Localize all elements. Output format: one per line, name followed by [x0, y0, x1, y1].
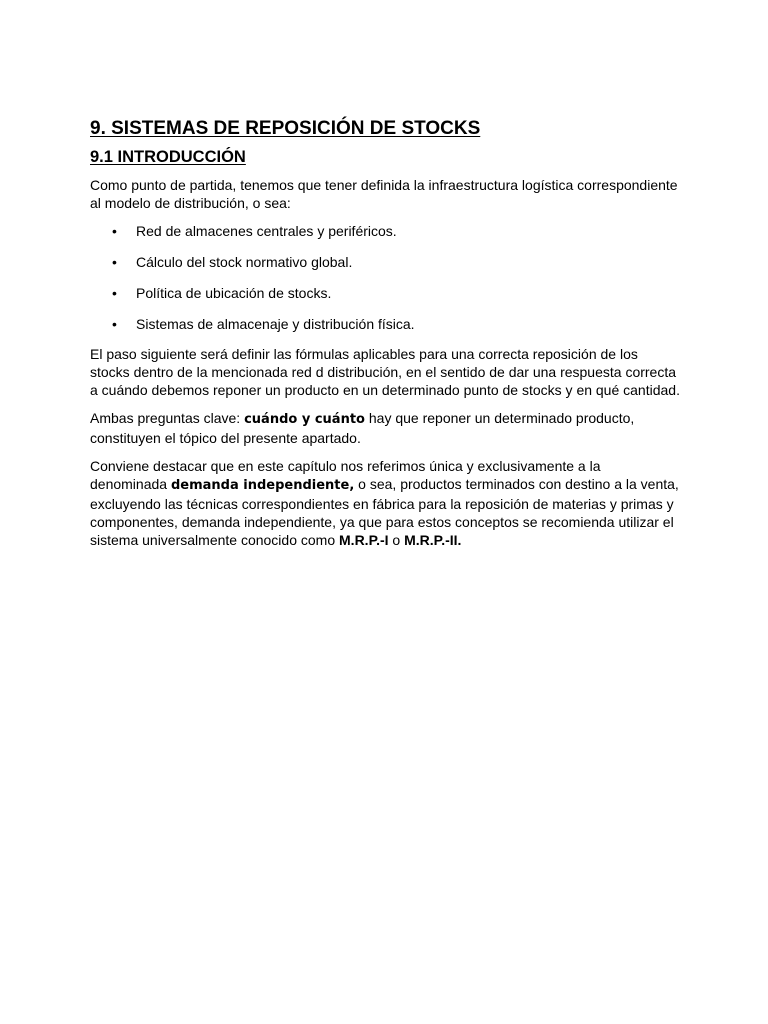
chapter-title: 9. SISTEMAS DE REPOSICIÓN DE STOCKS — [90, 118, 481, 139]
intro-paragraph: Como punto de partida, tenemos que tener definida la infraestructura logística correspondiente al modelo de distribución, o sea: — [90, 177, 678, 211]
list-item — [90, 315, 680, 333]
list-item — [90, 253, 680, 271]
text-segment: o sea, productos terminados con destino a la venta, excluyendo las técnicas correspondientes en fábrica para la reposición de materias y primas y componentes, demanda independiente, ya que para estos conceptos se recomienda utilizar el sistema universalmente conocido como — [90, 476, 679, 548]
text-segment: Ambas preguntas clave: — [90, 410, 245, 426]
bullet-icon: • — [112, 316, 117, 332]
list-item — [90, 284, 680, 302]
text-segment: o — [388, 532, 405, 548]
bullet-icon: • — [112, 285, 117, 301]
paragraph-next-step: El paso siguiente será definir las fórmulas aplicables para una correcta reposición de los stocks dentro de la mencionada red d distribución, en el sentido de dar una respuesta correcta a cuándo debemos reponer un producto en un determinado punto de stocks y en qué cantidad. — [90, 346, 680, 398]
list-item-text: Cálculo del stock normativo global. — [136, 254, 353, 270]
text-segment: hay que reponer un determinado producto, constituyen el tópico del presente apartado. — [90, 410, 635, 446]
bullet-icon: • — [112, 254, 117, 270]
list-item — [90, 222, 680, 240]
bullet-icon: • — [112, 223, 117, 239]
bold-term: M.R.P.-II. — [404, 532, 462, 548]
list-item-text: Sistemas de almacenaje y distribución física. — [136, 316, 415, 332]
bullet-list — [90, 222, 680, 333]
section-title: 9.1 INTRODUCCIÓN — [90, 148, 246, 166]
text-segment: Conviene destacar que en este capítulo nos referimos única y exclusivamente a la denominada — [90, 458, 601, 492]
list-item-text: Red de almacenes centrales y periféricos. — [136, 223, 397, 239]
paragraph-key-questions — [90, 409, 680, 447]
bold-term: demanda independiente, — [170, 478, 355, 493]
list-item-text: Política de ubicación de stocks. — [136, 285, 332, 301]
bold-term: cuándo y cuánto — [244, 412, 365, 427]
paragraph-demand — [90, 457, 680, 549]
document-page — [90, 116, 680, 559]
bold-term: M.R.P.-I — [339, 532, 389, 548]
